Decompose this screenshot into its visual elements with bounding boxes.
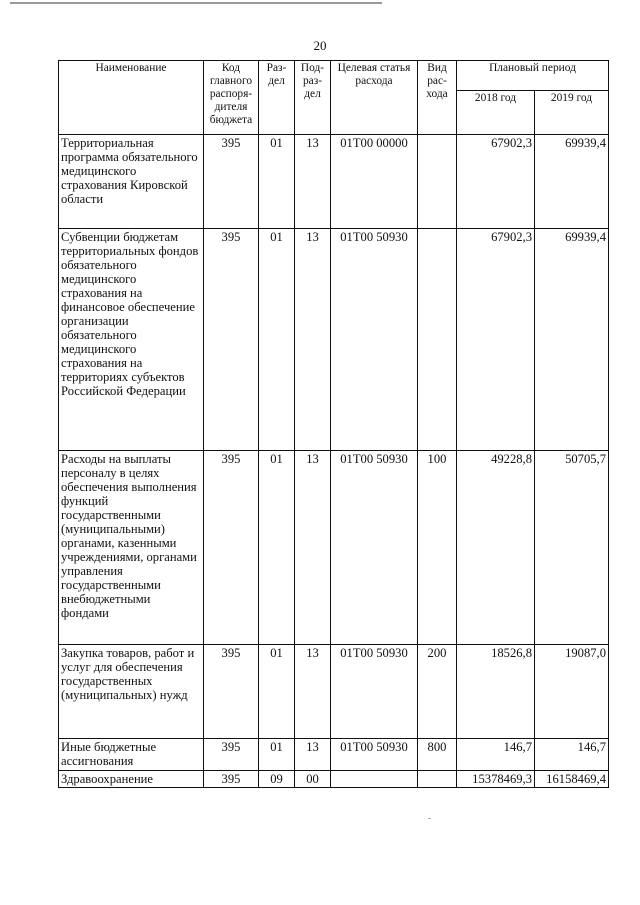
header-row <box>59 61 609 91</box>
row-2019: 146,7 <box>535 739 609 771</box>
row-name: Территориальная программа обязательного медицинского страхования Кировской области <box>59 135 204 229</box>
row-name: Закупка товаров, работ и услуг для обеспечения государственных (муниципальных) нужд <box>59 645 204 739</box>
row-2018: 146,7 <box>457 739 535 771</box>
header-target: Целевая статья расхода <box>331 61 418 135</box>
header-code: Код главного распоря-дителя бюджета <box>204 61 259 135</box>
row-section: 09 <box>259 771 295 788</box>
row-2018: 15378469,3 <box>457 771 535 788</box>
row-code: 395 <box>204 451 259 645</box>
scan-artifact <box>428 818 431 819</box>
row-type: 100 <box>418 451 457 645</box>
budget-table <box>58 60 609 788</box>
row-code: 395 <box>204 645 259 739</box>
page-number: 20 <box>313 38 327 53</box>
row-section: 01 <box>259 645 295 739</box>
row-section: 01 <box>259 229 295 451</box>
row-section: 01 <box>259 451 295 645</box>
row-2018: 18526,8 <box>457 645 535 739</box>
table-row <box>59 451 609 645</box>
row-code: 395 <box>204 229 259 451</box>
row-name: Здравоохранение <box>59 771 204 788</box>
row-type <box>418 771 457 788</box>
header-type: Вид рас-хода <box>418 61 457 135</box>
header-subsection: Под-раз-дел <box>295 61 331 135</box>
table-row <box>59 739 609 771</box>
row-subsection: 13 <box>295 451 331 645</box>
row-code: 395 <box>204 135 259 229</box>
header-planned-period: Плановый период <box>457 61 609 91</box>
row-target: 01Т00 50930 <box>331 645 418 739</box>
row-type <box>418 229 457 451</box>
row-target: 01Т00 50930 <box>331 229 418 451</box>
row-target: 01Т00 50930 <box>331 739 418 771</box>
row-target <box>331 771 418 788</box>
row-2018: 67902,3 <box>457 229 535 451</box>
header-year-2019: 2019 год <box>535 91 609 135</box>
header-name: Наименование <box>59 61 204 135</box>
table-row <box>59 229 609 451</box>
row-type <box>418 135 457 229</box>
row-subsection: 13 <box>295 739 331 771</box>
row-code: 395 <box>204 771 259 788</box>
row-section: 01 <box>259 739 295 771</box>
row-section: 01 <box>259 135 295 229</box>
row-name: Субвенции бюджетам территориальных фондов обязательного медицинского страхования на финансовое обеспечение организации обязательного медицинского страхования на территориях субъектов Российской Федерации <box>59 229 204 451</box>
row-2019: 69939,4 <box>535 135 609 229</box>
row-name: Иные бюджетные ассигнования <box>59 739 204 771</box>
row-code: 395 <box>204 739 259 771</box>
top-border-rule <box>10 2 382 4</box>
header-year-2018: 2018 год <box>457 91 535 135</box>
table-row <box>59 645 609 739</box>
row-2018: 49228,8 <box>457 451 535 645</box>
table-row <box>59 135 609 229</box>
row-type: 200 <box>418 645 457 739</box>
row-2019: 19087,0 <box>535 645 609 739</box>
table-row <box>59 771 609 788</box>
row-target: 01Т00 50930 <box>331 451 418 645</box>
row-2019: 69939,4 <box>535 229 609 451</box>
row-2019: 50705,7 <box>535 451 609 645</box>
row-2018: 67902,3 <box>457 135 535 229</box>
row-target: 01Т00 00000 <box>331 135 418 229</box>
row-subsection: 13 <box>295 645 331 739</box>
row-subsection: 00 <box>295 771 331 788</box>
row-2019: 16158469,4 <box>535 771 609 788</box>
row-subsection: 13 <box>295 135 331 229</box>
row-name: Расходы на выплаты персоналу в целях обеспечения выполнения функций государственными (муниципальными) органами, казенными учреждениями, органами управления государственными внебюджетными фондами <box>59 451 204 645</box>
row-type: 800 <box>418 739 457 771</box>
header-section: Раз-дел <box>259 61 295 135</box>
row-subsection: 13 <box>295 229 331 451</box>
